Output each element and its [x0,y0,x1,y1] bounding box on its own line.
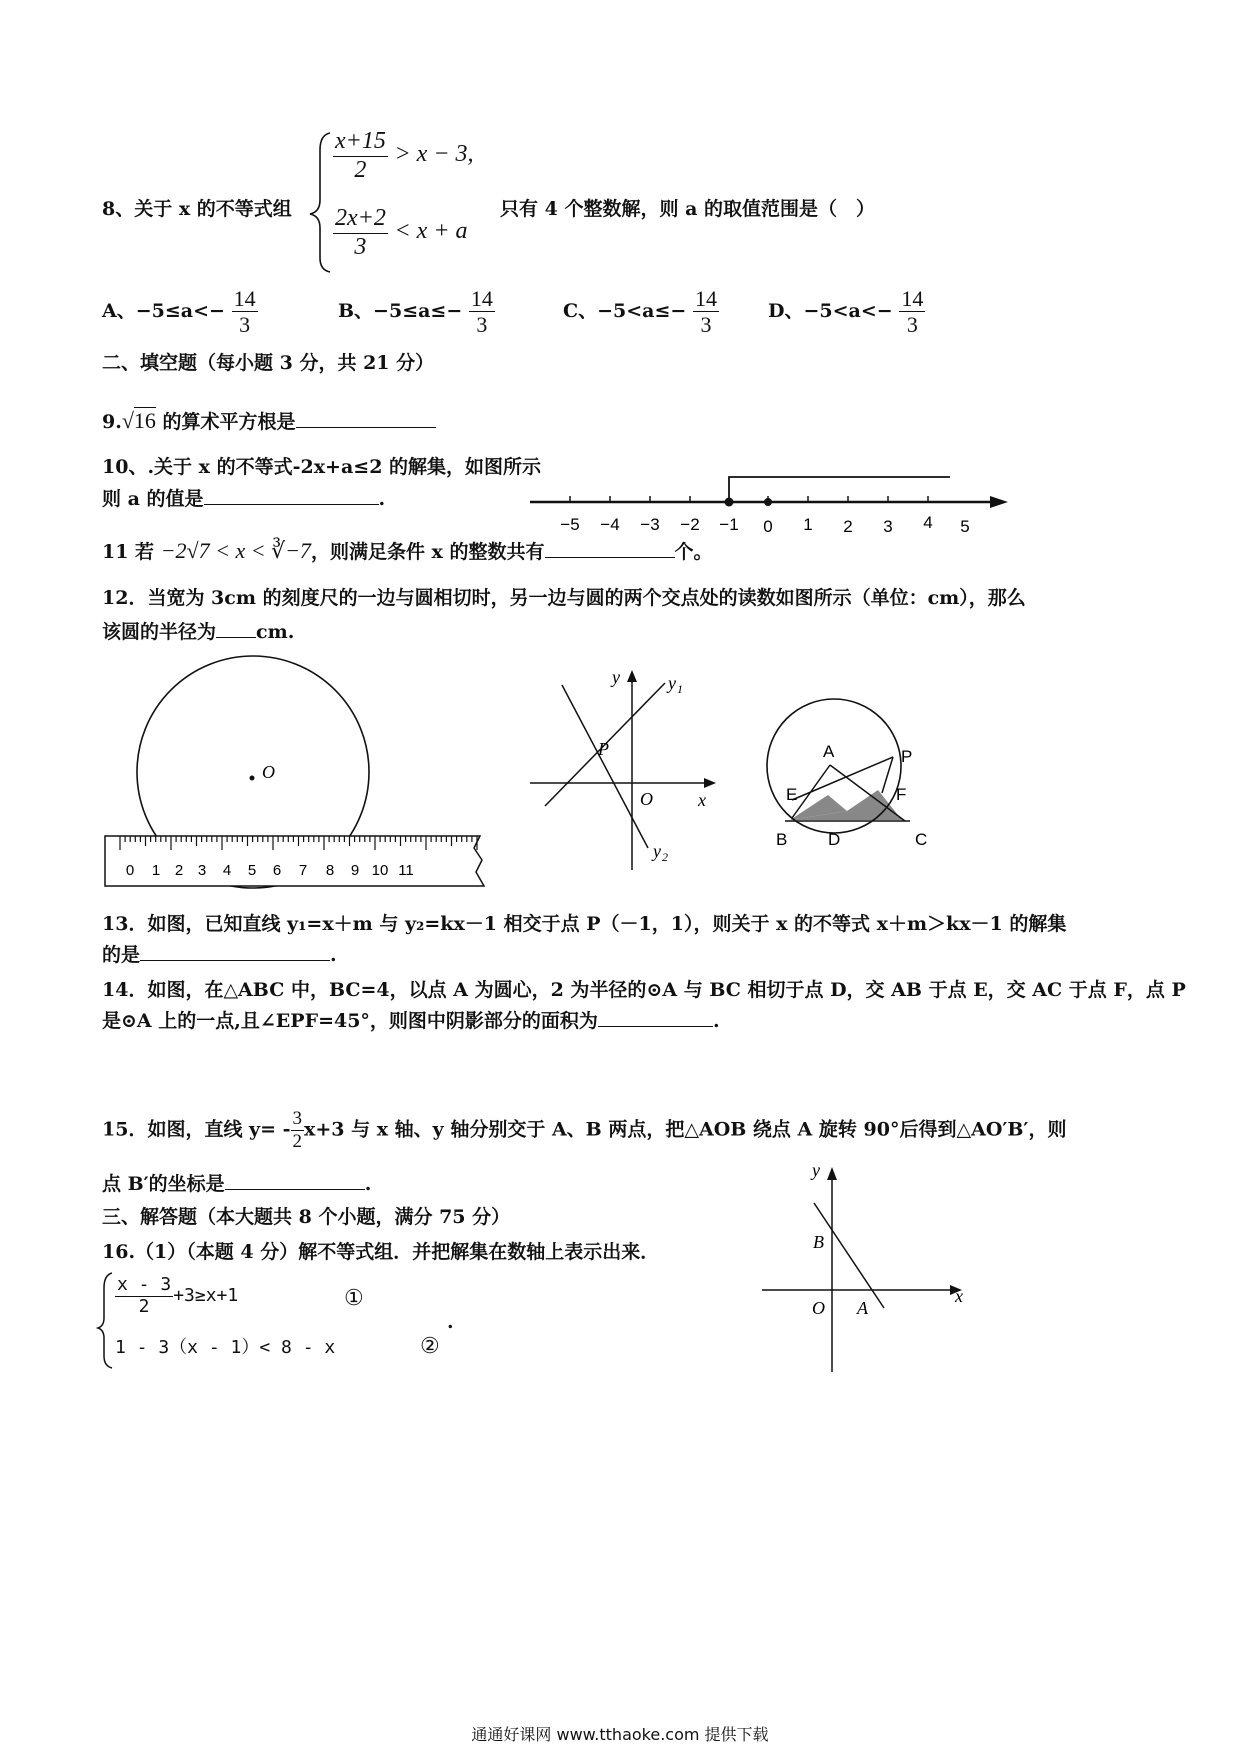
q15-line2-text: 点 B′的坐标是 [102,1173,225,1195]
q9-text: 的算术平方根是 [162,411,296,433]
nl-tick-2: 2 [843,517,853,536]
fig-axes-y-label: y [812,1160,820,1180]
fig-circle-c-label: C [915,830,928,849]
q15-rest: x+3 与 x 轴、y 轴分别交于 A、B 两点，把△AOB 绕点 A 旋转 90°后得到△AO′B′，则 [304,1118,1067,1141]
fig-axes-o-label: O [812,1298,825,1318]
q15-end: . [364,1173,372,1195]
q11-middle: ，则满足条件 x 的整数共有 [310,541,545,563]
fig-lines-y2-sub: 2 [662,850,668,864]
q9: 9.√16 的算术平方根是 [102,410,436,432]
q8-option-d-den: 3 [906,312,918,338]
fig-lines-y1-sub: 1 [677,682,683,696]
q16-end: . [447,1311,454,1333]
q13-end: . [330,944,337,966]
ruler-label-11: 11 [398,862,414,879]
q10-line2-text: 则 a 的值是 [102,488,204,510]
q12-line1: 12．当宽为 3cm 的刻度尺的一边与圆相切时，另一边与圆的两个交点处的读数如图所示（单位：cm），那么 [102,587,1026,609]
q16-mark1: ① [344,1286,364,1311]
q8-suffix: 只有 4 个整数解，则 a 的取值范围是（ ） [500,198,875,220]
q10-end: . [378,488,386,510]
q14-end: . [712,1010,720,1032]
fig-lines-y-axis-label: y [612,667,620,687]
section2-heading: 二、填空题（每小题 3 分，共 21 分） [102,352,435,374]
ruler-label-0: 0 [125,862,135,879]
ruler-label-8: 8 [325,862,335,879]
q8-option-a-label: A、−5≤a<− [102,299,225,322]
q11-prefix: 11 若 [102,541,155,563]
q16-mark2: ② [420,1334,440,1359]
nl-tick-1: 1 [803,515,813,534]
q8-option-a-num: 14 [233,286,256,311]
q8-ineq1-rhs: > x − 3, [394,141,474,168]
footer: 通通好课网 www.tthaoke.com 提供下载 [471,1725,769,1744]
q8-option-c-label: C、−5<a≤− [563,299,687,322]
nl-tick-5: 5 [960,517,970,536]
fig-lines-x-axis-label: x [698,790,706,810]
q8-option-c-num: 14 [694,286,717,311]
ruler-label-5: 5 [247,862,257,879]
q8-option-c-den: 3 [700,312,712,338]
fig-circle-a-label: A [823,742,835,761]
q15-prefix: 15．如图，直线 y= - [102,1118,291,1141]
fig-axes-b-label: B [813,1232,824,1252]
q8-ineq1-den: 2 [354,156,367,183]
fig-lines-o-label: O [640,789,653,809]
q11-end: 个。 [674,541,713,563]
fig-circle-d-label: D [828,830,841,849]
ruler-label-3: 3 [197,862,207,879]
fig-circle-p-label: P [901,747,913,766]
nl-tick-m5: −5 [560,515,580,534]
q8-prefix: 8、关于 x 的不等式组 [102,198,292,220]
nl-tick-m3: −3 [640,515,660,534]
q16-ineq1-den: 2 [138,1295,150,1317]
q8-option-b-label: B、−5≤a≤− [338,299,463,322]
q13-line2-text: 的是 [102,944,141,966]
ruler-label-2: 2 [174,862,184,879]
ruler-label-4: 4 [222,862,232,879]
q16-ineq2: 1 - 3（x - 1）< 8 - x [115,1337,336,1358]
q8-option-a-den: 3 [239,312,251,338]
ruler-label-7: 7 [298,862,308,879]
nl-tick-4: 4 [923,513,933,532]
q12-line2a: 该圆的半径为 [102,621,217,643]
ruler-center-label: O [262,762,275,782]
q12-line2b: cm. [256,621,295,643]
nl-tick-m1: −1 [719,515,739,534]
fig-circle-f-label: F [896,785,907,804]
section3-heading: 三、解答题（本大题共 8 个小题，满分 75 分） [102,1206,511,1228]
q8-option-d-label: D、−5<a<− [768,299,893,322]
ruler-label-9: 9 [350,862,360,879]
nl-tick-m2: −2 [680,515,700,534]
fig-axes-x-label: x [955,1286,963,1306]
q15-num: 3 [292,1108,303,1129]
q8-ineq2-rhs: < x + a [394,218,468,245]
q8-option-d-num: 14 [901,286,924,311]
nl-tick-m4: −4 [600,515,620,534]
q8-option-b-num: 14 [470,286,493,311]
q14-line1: 14．如图，在△ABC 中，BC=4，以点 A 为圆心，2 为半径的⊙A 与 BC 相切于点 D，交 AB 于点 E，交 AC 于点 F，点 P [102,979,1186,1001]
q8-ineq2-den: 3 [354,233,367,260]
q11-expr: −2√7 < x < ∛−7 [160,538,311,563]
ruler-label-6: 6 [272,862,282,879]
nl-tick-3: 3 [883,517,893,536]
q8-ineq1-num: x+15 [333,128,388,157]
nl-tick-0: 0 [763,517,773,536]
q9-prefix: 9. [102,411,122,433]
q8-ineq2-num: 2x+2 [333,205,388,234]
q15-den: 2 [292,1130,303,1152]
q9-radicand: 16 [133,408,156,433]
q16-ineq1-num: x - 3 [117,1274,172,1295]
fig-circle-e-label: E [786,785,798,804]
fig-lines-y1-label: y [668,673,676,693]
fig-circle-b-label: B [776,830,788,849]
fig-lines-y2-label: y [653,841,661,861]
q13-line1: 13．如图，已知直线 y₁=x＋m 与 y₂=kx－1 相交于点 P（－1，1），则关于 x 的不等式 x＋m＞kx－1 的解集 [102,913,1067,935]
q10-line1: 10、.关于 x 的不等式-2x+a≤2 的解集，如图所示 [102,456,542,478]
q14-line2-text: 是⊙A 上的一点,且∠EPF=45°，则图中阴影部分的面积为 [102,1010,598,1032]
fig-axes-a-label: A [857,1298,868,1318]
ruler-label-10: 10 [371,862,389,879]
q16-ineq1-rest: +3≥x+1 [173,1285,239,1307]
q16-title: 16.（1）（本题 4 分）解不等式组．并把解集在数轴上表示出来． [102,1241,660,1263]
q8-option-b-den: 3 [476,312,488,338]
ruler-label-1: 1 [151,862,161,879]
fig-lines-p-label: P [598,739,609,759]
